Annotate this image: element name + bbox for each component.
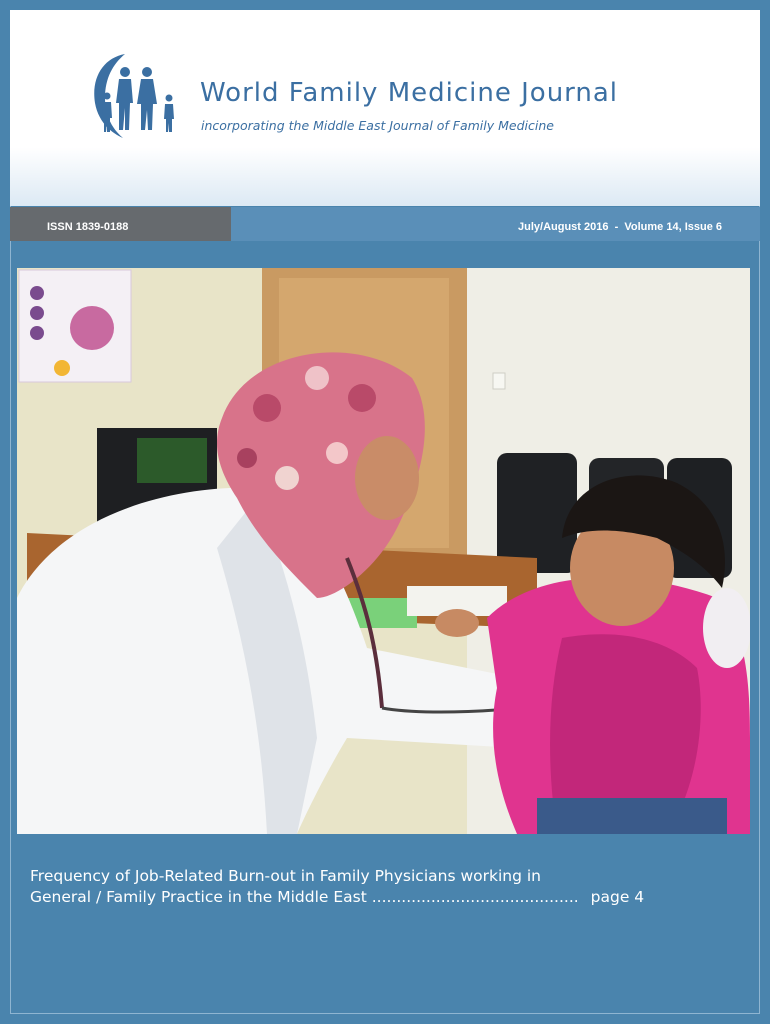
doctor-examining-child-photo <box>17 268 750 834</box>
issue-date-volume: July/August 2016 - Volume 14, Issue 6 <box>518 221 722 233</box>
featured-article-caption <box>30 866 740 908</box>
article-page-reference: page 4 <box>590 888 645 906</box>
journal-subtitle: incorporating the Middle East Journal of Family Medicine <box>201 118 554 133</box>
journal-title: World Family Medicine Journal <box>200 78 619 108</box>
article-title-line-2 <box>30 887 740 908</box>
family-figures-logo <box>85 48 190 143</box>
article-title-line-1: Frequency of Job-Related Burn-out in Family Physicians working in <box>30 867 541 885</box>
cover-photo-illustration <box>17 268 750 834</box>
issn-number: ISSN 1839-0188 <box>47 221 129 233</box>
article-title-line-2-text: General / Family Practice in the Middle East <box>30 888 367 906</box>
leader-dots: .......................................... <box>371 888 579 906</box>
